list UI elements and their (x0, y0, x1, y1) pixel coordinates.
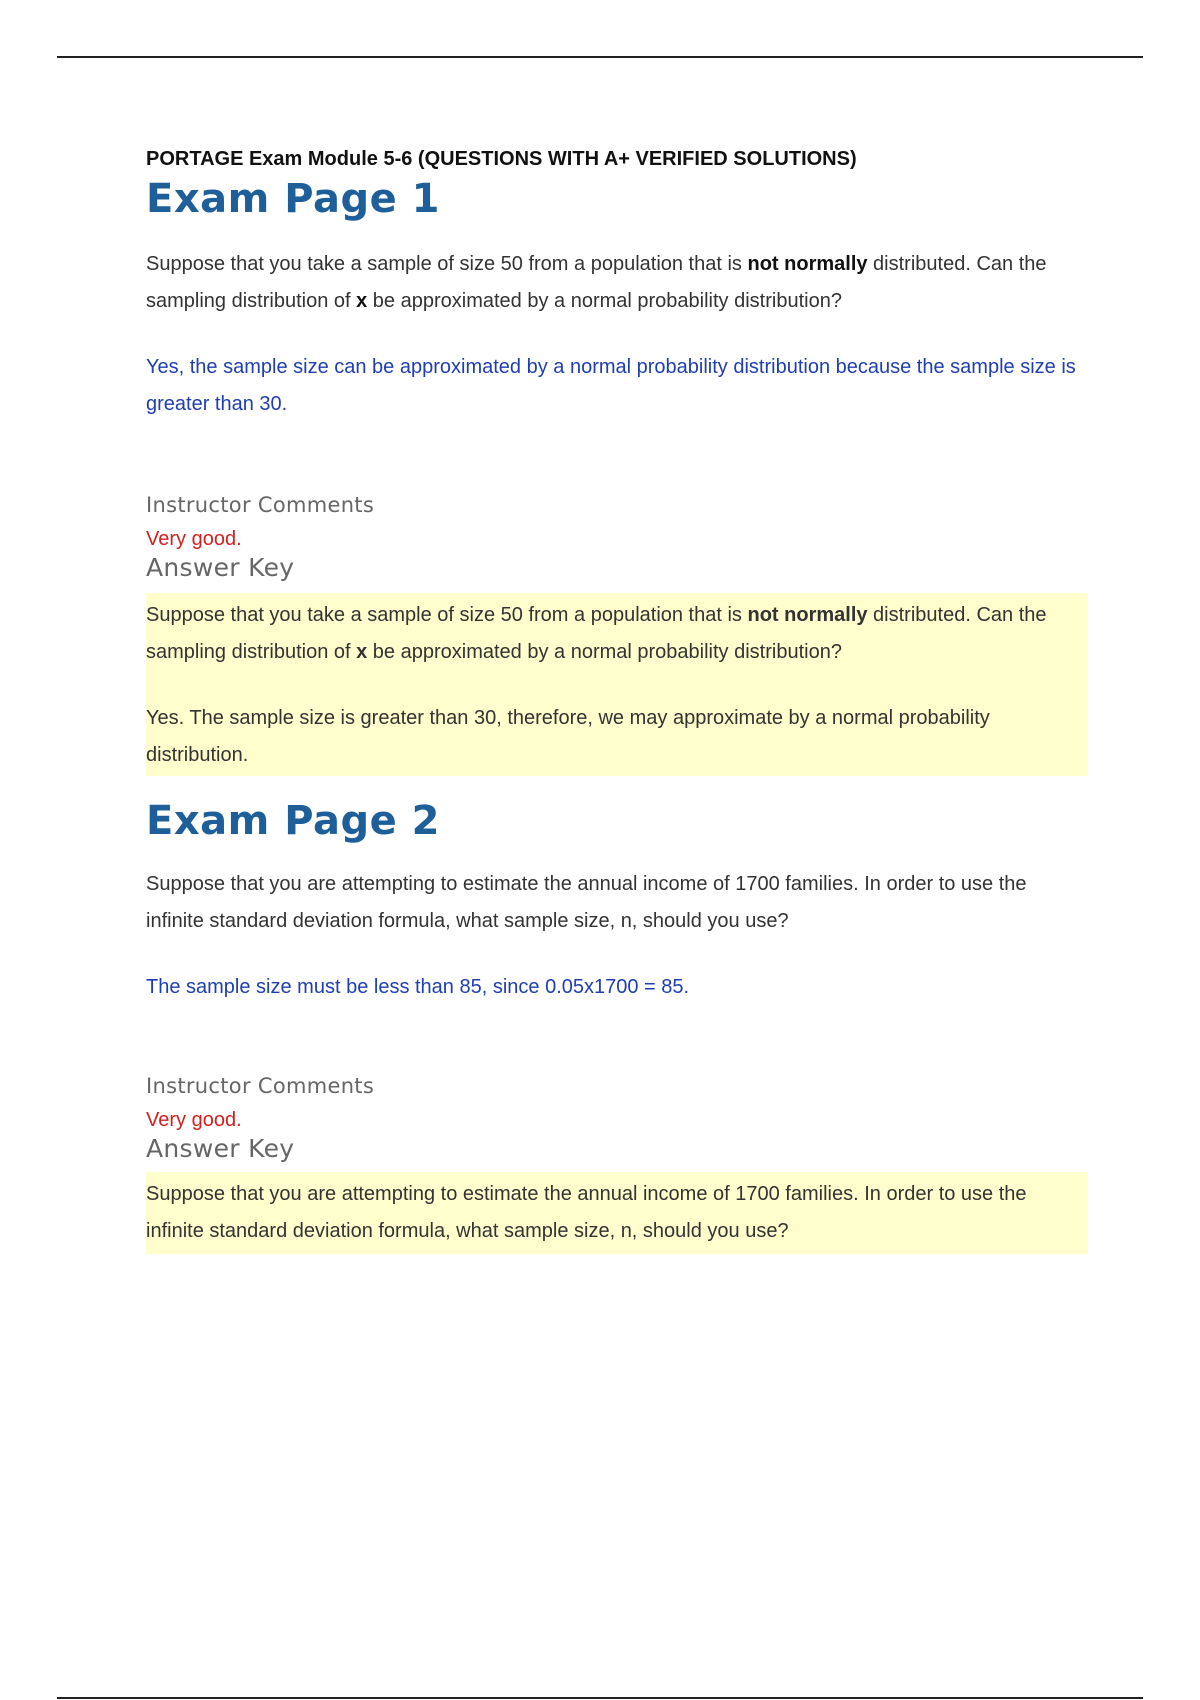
answer-key-answer: Yes. The sample size is greater than 30, therefore, we may approximate by a normal probability distribution. (146, 707, 990, 766)
instructor-comment: Very good. (146, 528, 242, 550)
top-rule (57, 56, 1143, 58)
document-header: PORTAGE Exam Module 5-6 (QUESTIONS WITH A+ VERIFIED SOLUTIONS) (146, 148, 857, 170)
answer-key-label: Answer Key (146, 553, 295, 582)
instructor-comments-label: Instructor Comments (146, 493, 375, 517)
answer-key-box (146, 593, 1088, 776)
question-text-part: distributed. Can the sampling distribution of (146, 604, 1047, 663)
question-emphasis: not normally (747, 604, 868, 626)
exam-page-2 (146, 796, 1088, 1254)
question-text-part: be approximated by a normal probability distribution? (367, 641, 842, 663)
answer-key-question: Suppose that you are attempting to estimate the annual income of 1700 families. In order to use the infinite standard deviation formula, what sample size, n, should you use? (146, 1183, 1027, 1242)
answer-key-box (146, 1172, 1088, 1254)
answer-key-question (146, 597, 1088, 671)
document-body (146, 146, 1088, 1254)
exam-page-1 (146, 174, 1088, 776)
exam-page-heading: Exam Page 2 (146, 798, 440, 844)
question-emphasis: not normally (747, 253, 868, 275)
answer-key-label: Answer Key (146, 1134, 295, 1163)
student-answer: Yes, the sample size can be approximated by a normal probability distribution because the sample size is greater than 30. (146, 356, 1076, 415)
question-text-part: distributed. Can the sampling distribution of (146, 253, 1047, 312)
exam-page-heading: Exam Page 1 (146, 176, 440, 222)
question-text-part: Suppose that you take a sample of size 50 from a population that is (146, 604, 748, 626)
bottom-rule (57, 1697, 1143, 1699)
question-text-part: be approximated by a normal probability distribution? (367, 290, 842, 312)
instructor-comment: Very good. (146, 1109, 242, 1131)
question-text: Suppose that you are attempting to estimate the annual income of 1700 families. In order to use the infinite standard deviation formula, what sample size, n, should you use? (146, 873, 1027, 932)
question-variable: x (356, 290, 368, 312)
student-answer: The sample size must be less than 85, since 0.05x1700 = 85. (146, 976, 690, 998)
question-text-part: Suppose that you take a sample of size 50 from a population that is (146, 253, 748, 275)
question-text (146, 246, 1088, 320)
question-variable: x (356, 641, 368, 663)
instructor-comments-label: Instructor Comments (146, 1074, 375, 1098)
